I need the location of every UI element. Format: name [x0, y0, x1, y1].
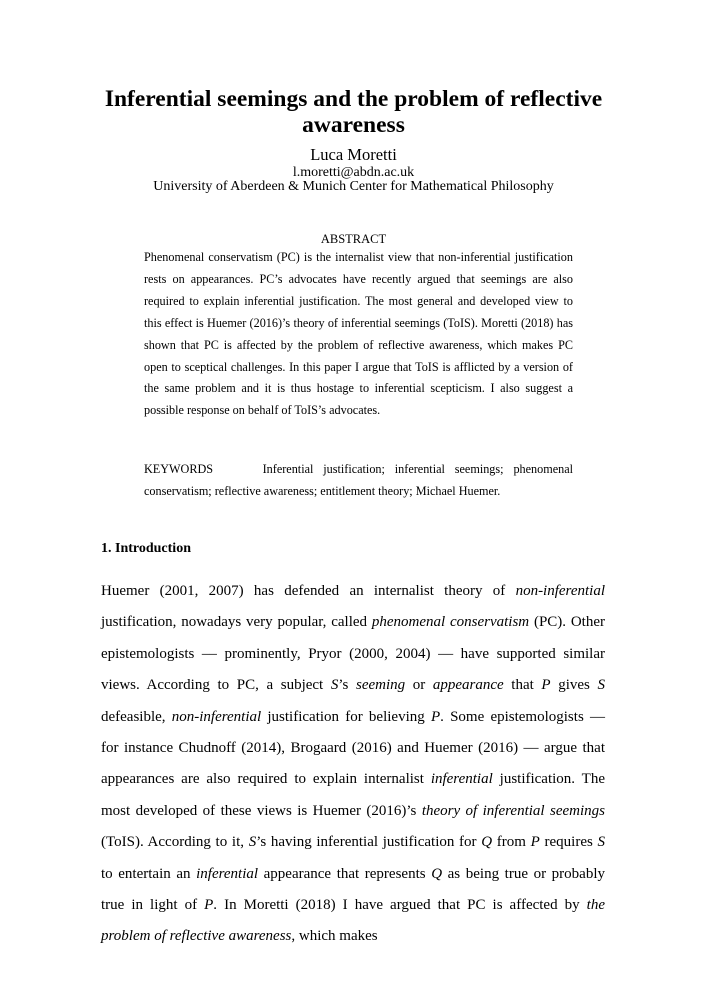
keywords-paragraph [144, 459, 573, 502]
author-name: Luca Moretti [310, 145, 397, 164]
text-run: from [492, 834, 531, 851]
text-run-italic: Q [431, 865, 443, 882]
text-run-italic: seeming [355, 677, 406, 694]
text-run: justification. The most developed of these views is Huemer (2016)’s [101, 771, 605, 819]
abstract-text: Phenomenal conservatism (PC) is the internalist view that non-inferential justification rests on appearances. PC’s advocates have recently argued that seemings are also required to explain inferential justification. The most general and developed view to this effect is Huemer (2016)’s theory of inferential seemings (ToIS). Moretti (2018) has shown that PC is affected by the problem of reflective awareness, which makes PC open to sceptical challenges. In this paper I argue that ToIS is afflicted by a version of the same problem and it is thus hostage to inferential scepticism. I also suggest a possible response on behalf of ToIS’s advocates. [144, 250, 573, 418]
author-affiliation: University of Aberdeen & Munich Center for Mathematical Philosophy [153, 179, 554, 194]
text-run-italic: non-inferential [515, 583, 605, 599]
text-run: defeasible, [101, 708, 172, 725]
author-email: l.moretti@abdn.ac.uk [292, 165, 415, 180]
paper-title: Inferential seemings and the problem of reflective awareness [104, 86, 603, 138]
text-run-italic: the problem of reflective awareness [101, 897, 605, 945]
text-run-italic: P [541, 677, 551, 694]
text-run: justification, nowadays very popular, called [101, 614, 372, 631]
introduction-paragraph [101, 576, 605, 953]
text-run: or [405, 677, 433, 694]
text-run: that [503, 677, 542, 694]
section-heading-introduction: 1. Introduction [101, 541, 191, 556]
text-run: , which makes [291, 928, 378, 945]
text-run: (ToIS). According to it, [101, 834, 249, 851]
text-run-italic: phenomenal conservatism [371, 614, 530, 631]
text-run-italic: inferential [196, 865, 259, 882]
text-run-italic: P [204, 897, 214, 914]
text-run: . Some epistemologists — for instance Chudnoff (2014), Brogaard (2016) and Huemer (2016) — argue that appearances are also required to explain internalist [101, 708, 605, 788]
abstract-heading: ABSTRACT [320, 232, 387, 246]
text-run-italic: S [248, 834, 257, 851]
text-run: . In Moretti (2018) I have argued that PC is affected by [213, 897, 587, 914]
text-run-italic: P [530, 834, 540, 851]
keywords-label: KEYWORDS [144, 462, 214, 476]
text-run: ’s having inferential justification for [256, 834, 482, 851]
text-run: justification for believing [261, 708, 431, 725]
text-run-italic: non-inferential [171, 708, 262, 725]
text-run-italic: S [330, 677, 339, 694]
text-run-italic: theory of inferential seemings [421, 802, 605, 819]
text-run: appearance that represents [258, 865, 432, 882]
text-run-italic: P [430, 708, 441, 725]
text-run: to entertain an [101, 865, 197, 882]
text-run: as being true or probably true in light of [101, 865, 606, 914]
text-run: ’s [338, 677, 356, 694]
keywords-text: Inferential justification; inferential seemings; phenomenal conservatism; reflective awareness; entitlement theory; Michael Huemer. [144, 462, 574, 498]
text-run-italic: appearance [432, 677, 504, 694]
text-run: Huemer (2001, 2007) has defended an internalist theory of [101, 583, 516, 599]
text-run-italic: S [597, 677, 605, 694]
text-run-italic: inferential [430, 771, 493, 788]
text-run-italic: S [597, 834, 606, 851]
text-run: requires [539, 834, 598, 851]
text-run-italic: Q [481, 834, 493, 851]
text-run: gives [550, 677, 598, 694]
text-run: (PC). Other epistemologists –– prominently, Pryor (2000, 2004) — have supported similar views. According to PC, a subject [101, 614, 605, 694]
